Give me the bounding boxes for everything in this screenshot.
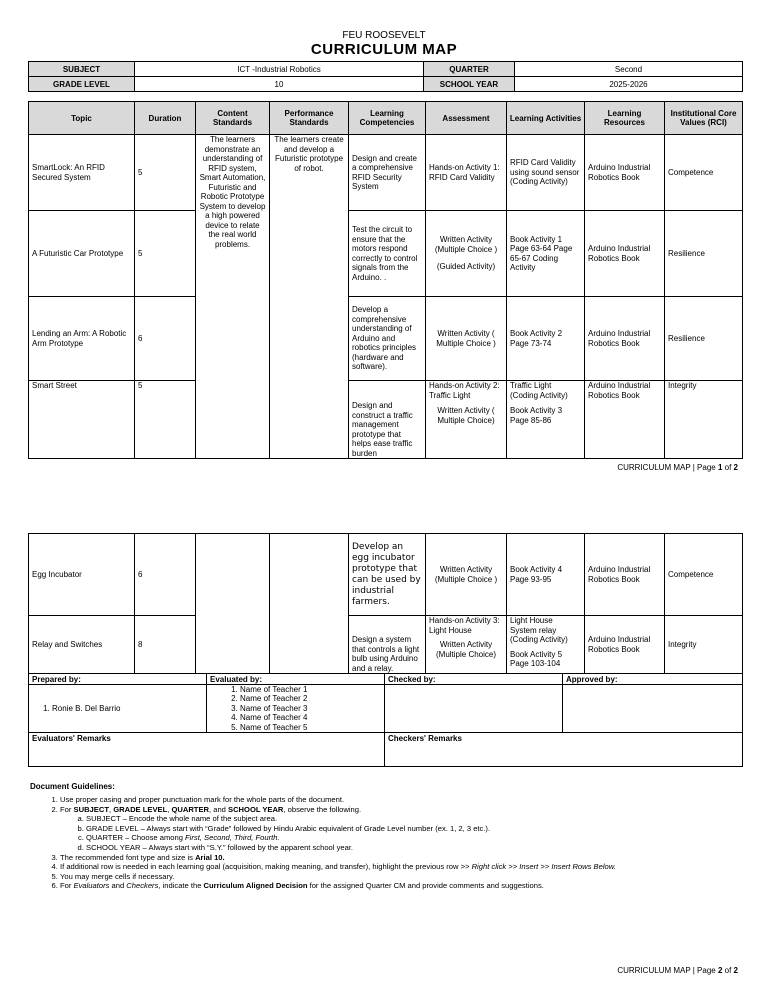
col-duration: Duration [135, 102, 196, 135]
checked-by-cell[interactable] [385, 685, 563, 733]
quarter-label: QUARTER [424, 62, 515, 77]
assessment-line: Written Activity (Multiple Choice ) [434, 235, 498, 254]
guideline-term: GRADE LEVEL [113, 804, 168, 814]
values-cell: Integrity [665, 381, 743, 459]
performance-standard-cell: The learners create and develop a Futuristic prototype of robot. [270, 135, 349, 459]
footer-of: of [722, 463, 734, 472]
assessment-line: Written Activity (Multiple Choice) [435, 640, 497, 659]
values-cell: Competence [665, 135, 743, 211]
guideline-text: The recommended font type and size is [60, 852, 196, 862]
footer-total: 2 [733, 463, 738, 472]
guideline-text: If additional row is needed in each learning goal (acquisition, making meaning, and transfer), highlight the previous row [60, 862, 461, 872]
topic-cell: A Futuristic Car Prototype [29, 211, 135, 297]
assessment-line: Hands-on Activity 3: Light House [429, 616, 500, 635]
school-name: FEU ROOSEVELT [342, 30, 426, 41]
evaluator-name: 5. Name of Teacher 5 [240, 723, 381, 732]
competency-cell: Design a system that controls a light bulb using Arduino and a relay. [349, 616, 426, 674]
guideline-term: Checkers [126, 881, 159, 891]
footer-label: CURRICULUM MAP | Page [617, 966, 718, 975]
competency-cell: Test the circuit to ensure that the motors respond correctly to control signals from the Arduino. . [349, 211, 426, 297]
footer-total: 2 [733, 966, 738, 975]
footer-of: of [722, 966, 734, 975]
col-learning-competencies: Learning Competencies [349, 102, 426, 135]
duration-cell: 5 [135, 381, 196, 459]
assessment-cell: Hands-on Activity 1: RFID Card Validity [426, 135, 507, 211]
footer-label: CURRICULUM MAP | Page [617, 463, 718, 472]
table-row [29, 534, 743, 616]
competency-cell: Develop an egg incubator prototype that can be used by industrial farmers. [349, 534, 426, 616]
competency-cell: Develop a comprehensive understanding of Arduino and robotics principles (hardware and software). [349, 297, 426, 381]
footer-page: 2 [717, 966, 723, 975]
assessment-cell: Written Activity (Multiple Choice ) [426, 534, 507, 616]
values-cell: Integrity [665, 616, 743, 674]
guidelines-list [30, 795, 768, 891]
page-footer [617, 966, 738, 975]
duration-cell: 6 [135, 534, 196, 616]
col-content-standards: Content Standards [196, 102, 270, 135]
resources-cell: Arduino Industrial Robotics Book [585, 616, 665, 674]
duration-cell: 5 [135, 211, 196, 297]
guideline-subitem [86, 833, 768, 843]
evaluated-by-label: Evaluated by: [207, 674, 385, 685]
activities-cell: Book Activity 2 Page 73-74 [507, 297, 585, 381]
guideline-subitem: d. SCHOOL YEAR – Always start with “S.Y.” followed by the apparent school year. [86, 843, 768, 853]
preparer-cell[interactable] [29, 685, 207, 733]
col-learning-resources: Learning Resources [585, 102, 665, 135]
activities-line: Book Activity 5 Page 103-104 [510, 649, 563, 668]
guideline-text: , [108, 804, 114, 814]
values-cell: Competence [665, 534, 743, 616]
resources-cell: Arduino Industrial Robotics Book [585, 135, 665, 211]
values-cell: Resilience [665, 297, 743, 381]
duration-cell: 8 [135, 616, 196, 674]
school-year-label: SCHOOL YEAR [424, 77, 515, 92]
content-standard-cell: The learners demonstrate an understanding of RFID system, Smart Automation, Futuristic and Robotic Prototype System to develop a high powered device to relate the real world problems. [196, 135, 270, 459]
assessment-line: Written Activity ( Multiple Choice) [437, 406, 495, 425]
table-row [29, 381, 743, 459]
assessment-line: (Guided Activity) [436, 262, 496, 272]
approved-by-cell[interactable] [563, 685, 743, 733]
table-row [29, 297, 743, 381]
subject-value[interactable]: ICT -Industrial Robotics [135, 62, 424, 77]
evaluator-name: 3. Name of Teacher 3 [240, 704, 381, 713]
guideline-term: QUARTER [171, 804, 209, 814]
duration-cell: 6 [135, 297, 196, 381]
competency-cell: Design and construct a traffic management prototype that helps ease traffic burden [349, 381, 426, 459]
assessment-cell: Written Activity ( Multiple Choice ) [426, 297, 507, 381]
guideline-text: For [60, 804, 74, 814]
guideline-term: Arial 10. [195, 852, 225, 862]
activities-line: Book Activity 3 Page 85-86 [510, 406, 563, 425]
guideline-text: QUARTER – Choose among [86, 833, 186, 843]
info-table [28, 61, 743, 92]
topic-cell: Smart Street [29, 381, 135, 459]
quarter-value[interactable]: Second [515, 62, 743, 77]
page-title: CURRICULUM MAP [310, 41, 458, 58]
school-year-value[interactable]: 2025-2026 [515, 77, 743, 92]
activities-cell [507, 616, 585, 674]
topic-cell: Lending an Arm: A Robotic Arm Prototype [29, 297, 135, 381]
topic-cell: Egg Incubator [29, 534, 135, 616]
guideline-term: First, Second, Third, Fourth. [185, 833, 280, 843]
guideline-item [60, 853, 768, 863]
topic-cell: Relay and Switches [29, 616, 135, 674]
performance-standard-cell [270, 534, 349, 674]
checkers-remarks[interactable]: Checkers' Remarks [385, 733, 743, 767]
guideline-text: , and [209, 804, 228, 814]
grade-value[interactable]: 10 [135, 77, 424, 92]
guideline-term: >> Right click >> Insert >> Insert Rows Below. [460, 862, 616, 872]
evaluators-remarks[interactable]: Evaluators' Remarks [29, 733, 385, 767]
curriculum-table-continued [28, 533, 743, 674]
footer-page: 1 [717, 463, 723, 472]
guideline-item [60, 805, 768, 853]
content-standard-cell [196, 534, 270, 674]
col-assessment: Assessment [426, 102, 507, 135]
guideline-text: , [167, 804, 172, 814]
guideline-item: 5. You may merge cells if necessary. [60, 872, 768, 882]
guideline-term: Curriculum Aligned Decision [203, 881, 308, 891]
col-core-values: Institutional Core Values (RCI) [665, 102, 743, 135]
competency-cell: Design and create a comprehensive RFID Security System [349, 135, 426, 211]
guideline-text: and [109, 881, 127, 891]
subject-label: SUBJECT [29, 62, 135, 77]
table-row [29, 616, 743, 674]
activities-line: Traffic Light (Coding Activity) [510, 381, 568, 400]
evaluator-name: 2. Name of Teacher 2 [240, 694, 381, 703]
table-row [29, 135, 743, 211]
evaluator-name: 4. Name of Teacher 4 [240, 713, 381, 722]
preparer-name: 1. Ronie B. Del Barrio [52, 704, 203, 713]
guidelines-title: Document Guidelines: [30, 782, 115, 791]
guideline-item: 1. Use proper casing and proper punctuation mark for the whole parts of the document. [60, 795, 768, 805]
approved-by-label: Approved by: [563, 674, 743, 685]
activities-cell: RFID Card Validity using sound sensor (Coding Activity) [507, 135, 585, 211]
resources-cell: Arduino Industrial Robotics Book [585, 297, 665, 381]
col-performance-standards: Performance Standards [270, 102, 349, 135]
grade-label: GRADE LEVEL [29, 77, 135, 92]
resources-cell: Arduino Industrial Robotics Book [585, 381, 665, 459]
guideline-text: For [60, 881, 74, 891]
guideline-text: for the assigned Quarter CM and provide comments and suggestions. [307, 881, 544, 891]
guideline-term: SUBJECT [73, 804, 109, 814]
activities-line: Light House System relay (Coding Activity) [510, 616, 568, 644]
guideline-item [60, 881, 768, 891]
guideline-subitem: a. SUBJECT – Encode the whole name of the subject area. [86, 814, 768, 824]
resources-cell: Arduino Industrial Robotics Book [585, 534, 665, 616]
guideline-subitem: b. GRADE LEVEL – Always start with “Grade” followed by Hindu Arabic equivalent of Grade Level number (ex. 1, 2, 3 etc.). [86, 824, 768, 834]
evaluator-name: 1. Name of Teacher 1 [240, 685, 381, 694]
activities-cell [507, 381, 585, 459]
topic-cell: SmartLock: An RFID Secured System [29, 135, 135, 211]
curriculum-table [28, 101, 743, 459]
values-cell: Resilience [665, 211, 743, 297]
assessment-cell [426, 381, 507, 459]
assessment-cell [426, 616, 507, 674]
activities-cell: Book Activity 4 Page 93-95 [507, 534, 585, 616]
col-learning-activities: Learning Activities [507, 102, 585, 135]
guideline-text: , observe the following. [283, 804, 362, 814]
evaluators-cell[interactable] [207, 685, 385, 733]
assessment-line: Hands-on Activity 2: Traffic Light [429, 381, 500, 400]
duration-cell: 5 [135, 135, 196, 211]
assessment-cell [426, 211, 507, 297]
col-topic: Topic [29, 102, 135, 135]
guideline-text: , indicate the [158, 881, 204, 891]
resources-cell: Arduino Industrial Robotics Book [585, 211, 665, 297]
checked-by-label: Checked by: [385, 674, 563, 685]
guideline-item [60, 862, 768, 872]
activities-cell: Book Activity 1 Page 63-64 Page 65-67 Coding Activity [507, 211, 585, 297]
signature-table [28, 673, 743, 767]
guideline-term: Evaluators [73, 881, 110, 891]
guideline-term: SCHOOL YEAR [228, 804, 284, 814]
table-row [29, 211, 743, 297]
prepared-by-label: Prepared by: [29, 674, 207, 685]
page-footer [617, 463, 738, 472]
